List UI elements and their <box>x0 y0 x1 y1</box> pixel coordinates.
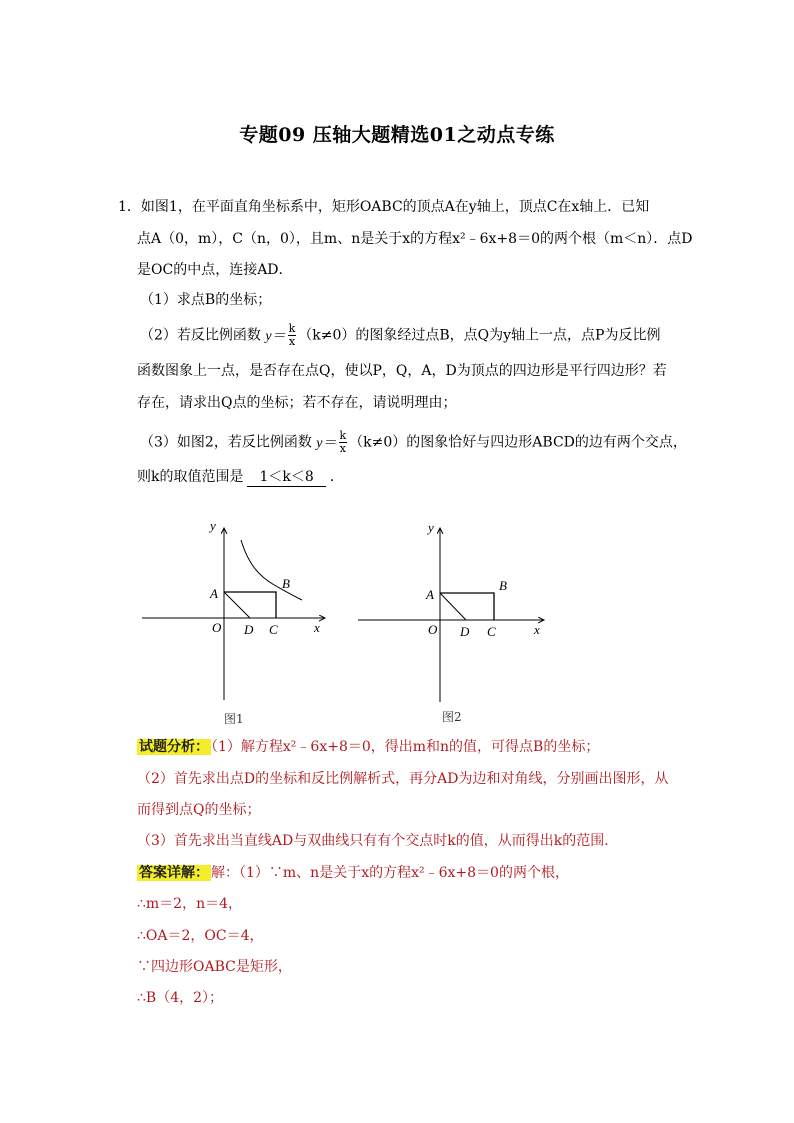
segment-ad <box>440 593 466 620</box>
label-d: D <box>244 622 254 637</box>
question-number: 1． <box>118 199 141 215</box>
analysis-line-2: （2）首先求出点D的坐标和反比例解析式，再分AD为边和对角线，分别画出图形，从 <box>137 771 669 787</box>
part-1-text: （1）求点B的坐标； <box>140 292 272 308</box>
figure-1-diagram <box>140 518 340 708</box>
rectangle-abc <box>440 593 494 620</box>
label-d: D <box>460 624 470 639</box>
label-x: x <box>314 620 320 635</box>
solution-line-2: ∴m＝2，n＝4， <box>137 896 243 912</box>
analysis-line-4: （3）首先求出当直线AD与双曲线只有有个交点时k的值，从而得出k的范围． <box>137 833 619 849</box>
question-stem-line-3: 是OC的中点，连接AD． <box>137 262 293 278</box>
label-c: C <box>487 624 496 639</box>
inverse-function-formula: y＝ $\frac{k}{x}$ <box>316 429 347 455</box>
label-x: x <box>534 622 540 637</box>
label-a: A <box>426 587 434 602</box>
analysis-line-1: 试题分析： （1）解方程x²﹣6x+8＝0，得出m和n的值，可得点B的坐标； <box>139 739 600 755</box>
figure-1-caption: 图1 <box>224 712 244 726</box>
solution-line-4: ∵四边形OABC是矩形， <box>137 959 292 975</box>
figure-2-caption: 图2 <box>442 710 462 724</box>
label-b: B <box>282 576 290 591</box>
label-o: O <box>428 622 438 637</box>
question-stem-line-2: 点A（0，m），C（n，0），且m、n是关于x的方程x²﹣6x+8＝0的两个根（m＜n）．点D <box>137 231 693 247</box>
hyperbola-curve <box>241 540 302 600</box>
label-o: O <box>212 620 222 635</box>
part-3-line-1: （3）如图2，若反比例函数 y＝ $\frac{k}{x}$ （k≠0）的图象恰好与四边形ABCD的边有两个交点， <box>140 429 687 455</box>
label-b: B <box>499 578 507 593</box>
solution-line-1: 答案详解： 解：（1）∵m、n是关于x的方程x²﹣6x+8＝0的两个根， <box>139 865 569 881</box>
segment-ad <box>224 592 250 618</box>
solution-line-5: ∴B（4，2）； <box>137 990 224 1006</box>
solution-line-3: ∴OA＝2，OC＝4， <box>137 928 264 944</box>
part-2-line-1: （2）若反比例函数 y＝ $\frac{k}{x}$ （k≠0）的图象经过点B，点Q为y轴上一点，点P为反比例 <box>140 322 661 348</box>
label-y: y <box>428 520 434 535</box>
question-stem-line-1: 1．如图1，在平面直角坐标系中，矩形OABC的顶点A在y轴上，顶点C在x轴上．已知 <box>118 199 650 215</box>
part-3-line-2: 则k的取值范围是 1＜k＜8 ． <box>137 469 344 485</box>
label-a: A <box>210 586 218 601</box>
analysis-line-3: 而得到点Q的坐标； <box>137 802 261 818</box>
rectangle-abc <box>224 592 276 618</box>
label-y: y <box>210 518 216 533</box>
label-c: C <box>269 622 278 637</box>
page-title: 专题09 压轴大题精选01之动点专练 <box>239 124 555 146</box>
part-2-line-3: 存在，请求出Q点的坐标；若不存在，请说明理由； <box>137 395 457 411</box>
figure-2-diagram <box>356 518 556 708</box>
solution-tag: 答案详解： <box>139 865 209 881</box>
inverse-function-formula: y＝ $\frac{k}{x}$ <box>265 322 296 348</box>
analysis-tag: 试题分析： <box>139 739 209 755</box>
part-2-line-2: 函数图象上一点，是否存在点Q，使以P，Q，A，D为顶点的四边形是平行四边形？若 <box>137 363 667 379</box>
answer-blank: 1＜k＜8 <box>247 468 325 487</box>
